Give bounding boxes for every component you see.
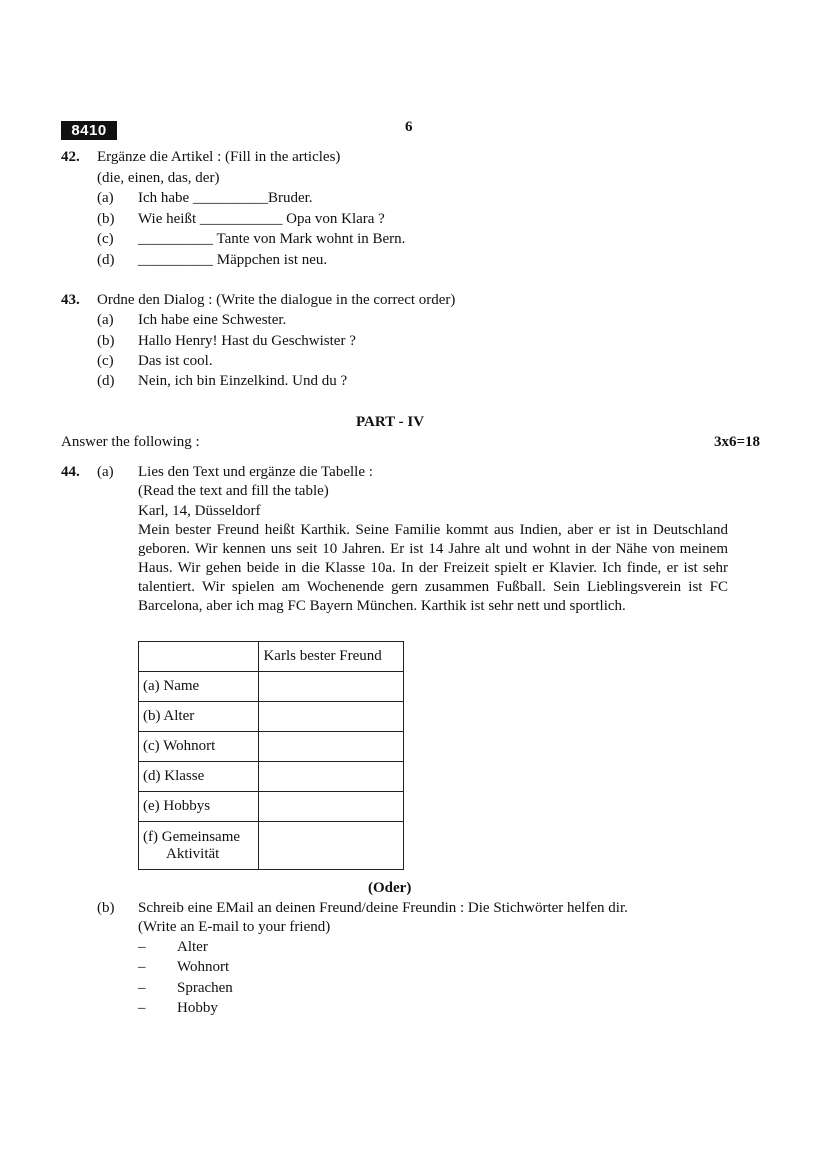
bullet-item: Alter	[177, 939, 208, 955]
bullet-dash: –	[138, 939, 146, 955]
options-hint: (die, einen, das, der)	[97, 170, 220, 186]
item-text: Nein, ich bin Einzelkind. Und du ?	[138, 373, 348, 389]
row-label	[139, 822, 259, 870]
section-marks: 3x6=18	[714, 434, 761, 450]
answer-cell[interactable]	[259, 732, 404, 762]
item-text: Das ist cool.	[138, 353, 213, 369]
or-separator: (Oder)	[368, 880, 412, 896]
item-text: Ich habe __________Bruder.	[138, 190, 313, 206]
item-label: (c)	[97, 231, 114, 247]
table-row	[139, 732, 404, 762]
item-label: (b)	[97, 211, 115, 227]
question-prompt: Lies den Text und ergänze die Tabelle :	[138, 464, 373, 480]
row-label: (c) Wohnort	[139, 732, 259, 762]
table-row	[139, 822, 404, 870]
answer-table	[138, 641, 404, 870]
paper-code-badge: 8410	[61, 121, 117, 140]
question-prompt: Schreib eine EMail an deinen Freund/deine Freundin : Die Stichwörter helfen dir.	[138, 900, 628, 916]
row-label: (e) Hobbys	[139, 792, 259, 822]
answer-cell[interactable]	[259, 762, 404, 792]
part-label: (b)	[97, 900, 115, 916]
bullet-dash: –	[138, 1000, 146, 1016]
bullet-dash: –	[138, 980, 146, 996]
row-label-line2: Aktivität	[166, 845, 220, 862]
answer-cell[interactable]	[259, 822, 404, 870]
item-label: (d)	[97, 252, 115, 268]
item-label: (b)	[97, 333, 115, 349]
item-label: (a)	[97, 190, 114, 206]
part-label: (a)	[97, 464, 114, 480]
table-row	[139, 672, 404, 702]
row-label-line1: (f) Gemeinsame	[143, 828, 241, 845]
answer-cell[interactable]	[259, 672, 404, 702]
item-text: __________ Mäppchen ist neu.	[138, 252, 328, 268]
item-label: (a)	[97, 312, 114, 328]
answer-cell[interactable]	[259, 702, 404, 732]
item-text: Wie heißt ___________ Opa von Klara ?	[138, 211, 385, 227]
item-label: (c)	[97, 353, 114, 369]
question-number: 42.	[61, 149, 80, 165]
table-header-row	[139, 642, 404, 672]
table-row	[139, 792, 404, 822]
table-row	[139, 702, 404, 732]
table-row	[139, 762, 404, 792]
row-label: (d) Klasse	[139, 762, 259, 792]
item-text: Hallo Henry! Hast du Geschwister ?	[138, 333, 356, 349]
item-text: __________ Tante von Mark wohnt in Bern.	[138, 231, 406, 247]
bullet-item: Sprachen	[177, 980, 233, 996]
section-title: PART - IV	[356, 414, 425, 430]
row-label: (b) Alter	[139, 702, 259, 732]
prompt-translation: (Write an E-mail to your friend)	[138, 919, 331, 935]
item-label: (d)	[97, 373, 115, 389]
table-cell-empty	[139, 642, 259, 672]
page-number: 6	[405, 119, 413, 135]
bullet-item: Wohnort	[177, 959, 230, 975]
question-prompt: Ergänze die Artikel : (Fill in the articles)	[97, 149, 341, 165]
item-text: Ich habe eine Schwester.	[138, 312, 287, 328]
section-instruction: Answer the following :	[61, 434, 200, 450]
question-number: 43.	[61, 292, 80, 308]
question-prompt: Ordne den Dialog : (Write the dialogue in the correct order)	[97, 292, 456, 308]
prompt-translation: (Read the text and fill the table)	[138, 483, 329, 499]
bullet-dash: –	[138, 959, 146, 975]
reading-passage: Mein bester Freund heißt Karthik. Seine Familie kommt aus Indien, aber er ist in Deutschland geboren. Wir kennen uns seit 10 Jahren. Er ist 14 Jahre alt und wohnt in der Nähe von meinem Haus. Wir gehen beide in die Klasse 10a. In der Freizeit spielt er Klavier. Ich finde, er ist sehr talentiert. Wir spielen am Wochenende gern zusammen Fußball. Sein Lieblingsverein ist FC Barcelona, aber ich mag FC Bayern München. Karthik ist sehr nett und sportlich.	[138, 522, 728, 614]
answer-cell[interactable]	[259, 792, 404, 822]
author-line: Karl, 14, Düsseldorf	[138, 503, 261, 519]
question-number: 44.	[61, 464, 80, 480]
row-label: (a) Name	[139, 672, 259, 702]
table-header: Karls bester Freund	[259, 642, 404, 672]
bullet-item: Hobby	[177, 1000, 218, 1016]
